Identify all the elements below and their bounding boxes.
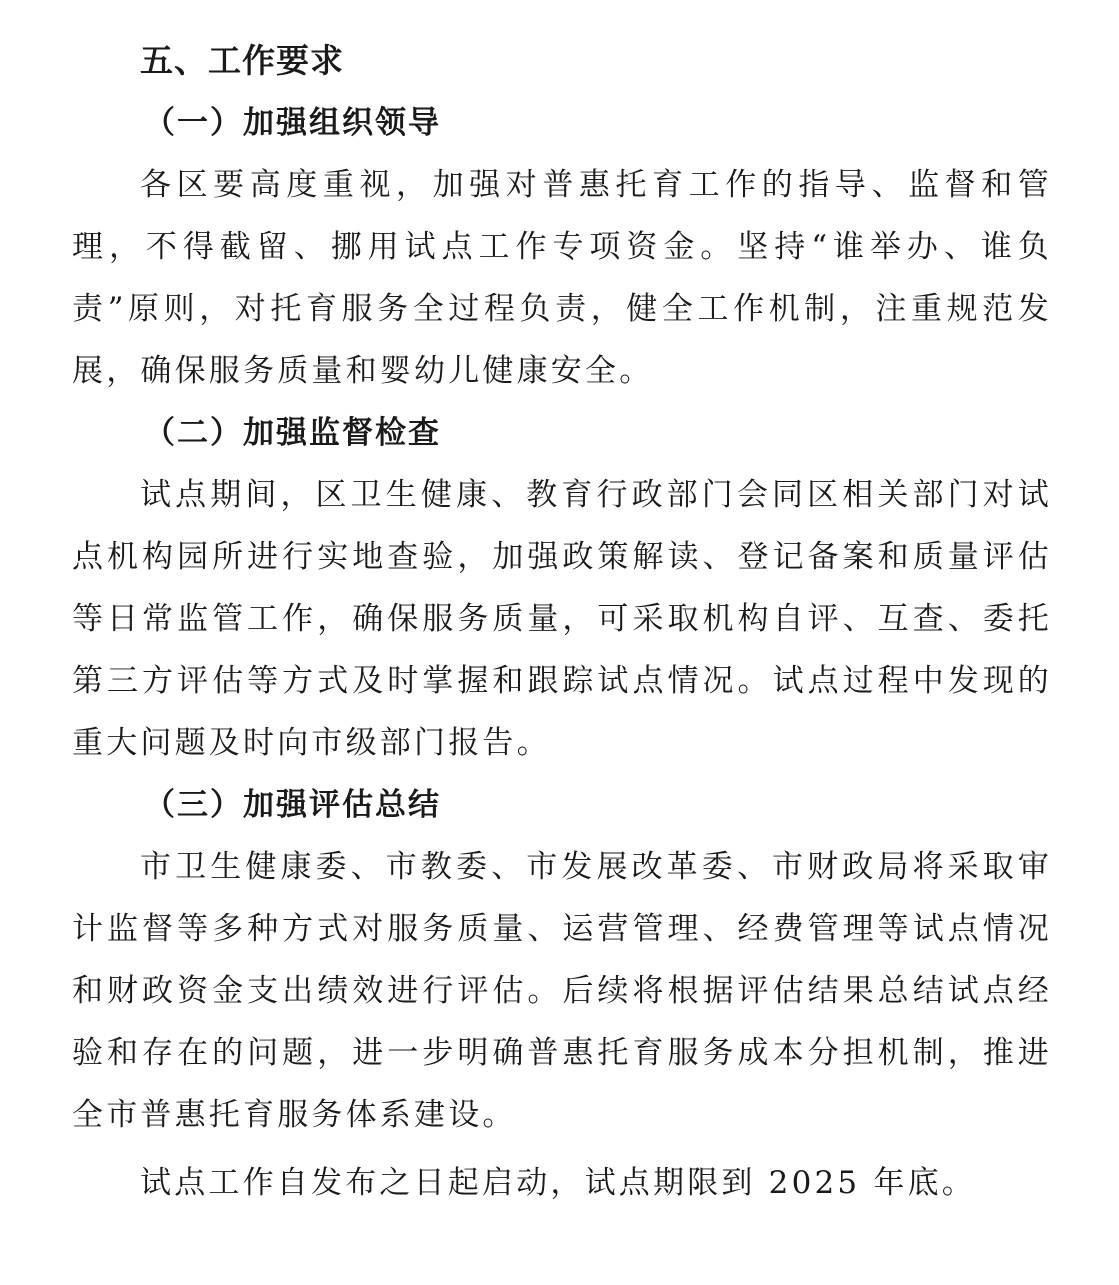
section-title: 五、工作要求 (140, 41, 344, 80)
document-page (72, 30, 1052, 1214)
subsection-title-2: （二）加强监督检查 (144, 415, 441, 451)
subsection-title-3: （三）加强评估总结 (144, 787, 441, 823)
subsection-body-1: 各区要高度重视，加强对普惠托育工作的指导、监督和管理，不得截留、挪用试点工作专项资金。坚持“谁举办、谁负责”原则，对托育服务全过程负责，健全工作机制，注重规范发展，确保服务质量和婴幼儿健康安全。 (72, 167, 1052, 389)
subsection-title-1: （一）加强组织领导 (144, 105, 441, 141)
subsection-body-3: 市卫生健康委、市教委、市发展改革委、市财政局将采取审计监督等多种方式对服务质量、运营管理、经费管理等试点情况和财政资金支出绩效进行评估。后续将根据评估结果总结试点经验和存在的问题，进一步明确普惠托育服务成本分担机制，推进全市普惠托育服务体系建设。 (72, 849, 1052, 1133)
subsection-body-2: 试点期间，区卫生健康、教育行政部门会同区相关部门对试点机构园所进行实地查验，加强政策解读、登记备案和质量评估等日常监管工作，确保服务质量，可采取机构自评、互查、委托第三方评估等方式及时掌握和跟踪试点情况。试点过程中发现的重大问题及时向市级部门报告。 (72, 477, 1052, 761)
closing-paragraph: 试点工作自发布之日起启动，试点期限到 2025 年底。 (140, 1165, 976, 1201)
